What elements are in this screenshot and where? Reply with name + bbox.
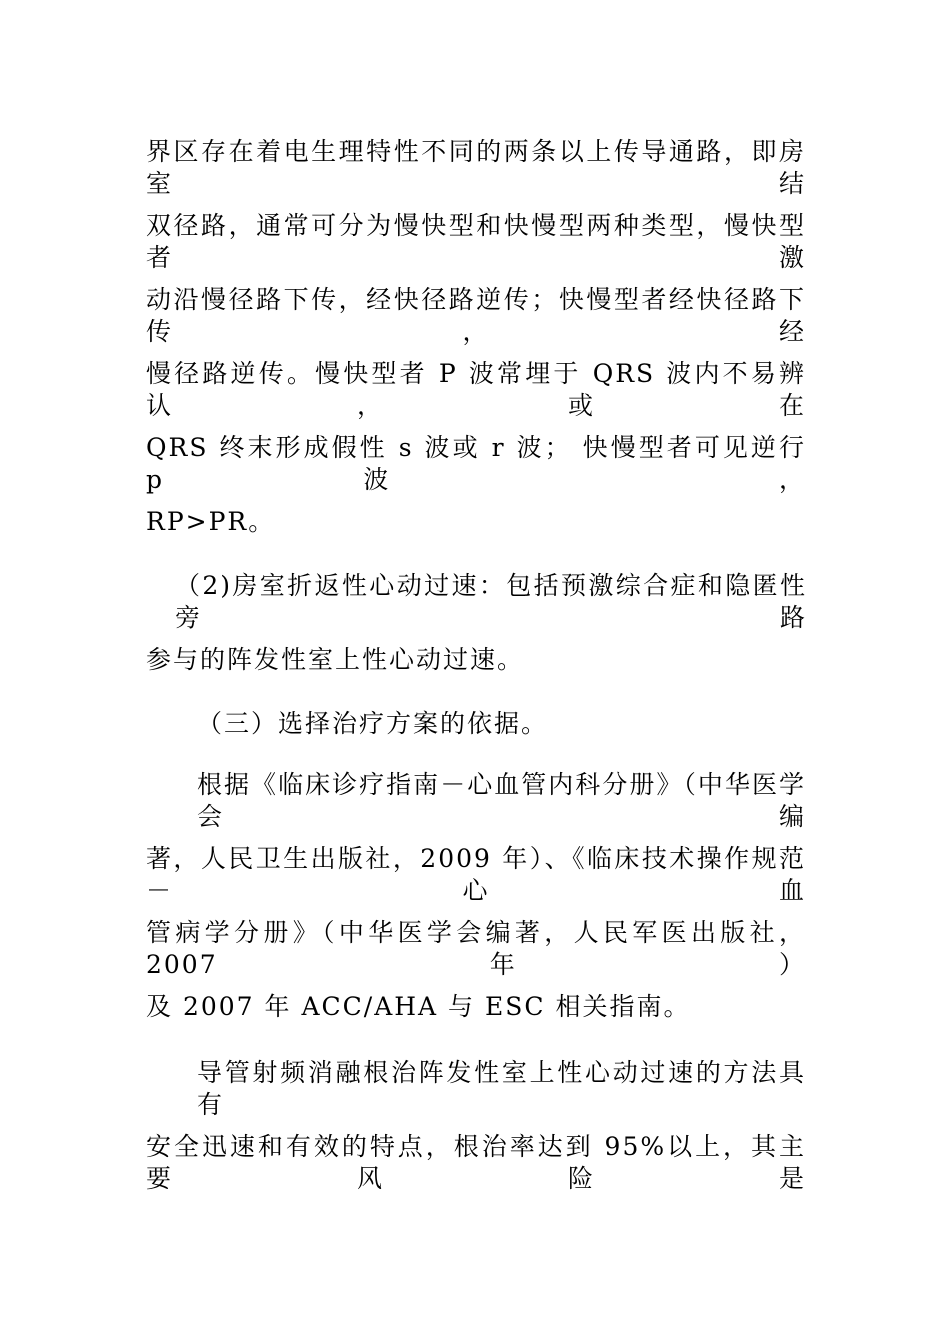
text-line-2: 双径路，通常可分为慢快型和快慢型两种类型，慢快型者激	[146, 211, 806, 272]
text-line-14: 导管射频消融根治阵发性室上性心动过速的方法具有	[197, 1058, 806, 1119]
text-line-13: 及 2007 年 ACC/AHA 与 ESC 相关指南。	[146, 992, 691, 1021]
section-heading: （三）选择治疗方案的依据。	[197, 709, 549, 738]
text-line-7: （2)房室折返性心动过速：包括预激综合症和隐匿性旁路	[175, 571, 807, 632]
text-line-11: 著，人民卫生出版社，2009 年）、《临床技术操作规范－心血	[146, 844, 806, 905]
text-line-4: 慢径路逆传。慢快型者 P 波常埋于 QRS 波内不易辨认，或在	[146, 359, 806, 420]
text-line-6: RP>PR。	[146, 507, 276, 536]
text-line-5: QRS 终末形成假性 s 波或 r 波； 快慢型者可见逆行 p 波 ，	[146, 433, 806, 494]
text-line-12: 管病学分册》（中华医学会编著，人民军医出版社，2007 年）	[146, 918, 806, 979]
text-line-8: 参与的阵发性室上性心动过速。	[146, 645, 525, 674]
text-line-10: 根据《临床诊疗指南－心血管内科分册》（中华医学会编	[197, 770, 806, 831]
text-line-1: 界区存在着电生理特性不同的两条以上传导通路，即房室结	[146, 137, 806, 198]
text-line-3: 动沿慢径路下传，经快径路逆传；快慢型者经快径路下传，经	[146, 285, 806, 346]
text-line-15: 安全迅速和有效的特点，根治率达到 95%以上，其主要风险是	[146, 1132, 806, 1193]
